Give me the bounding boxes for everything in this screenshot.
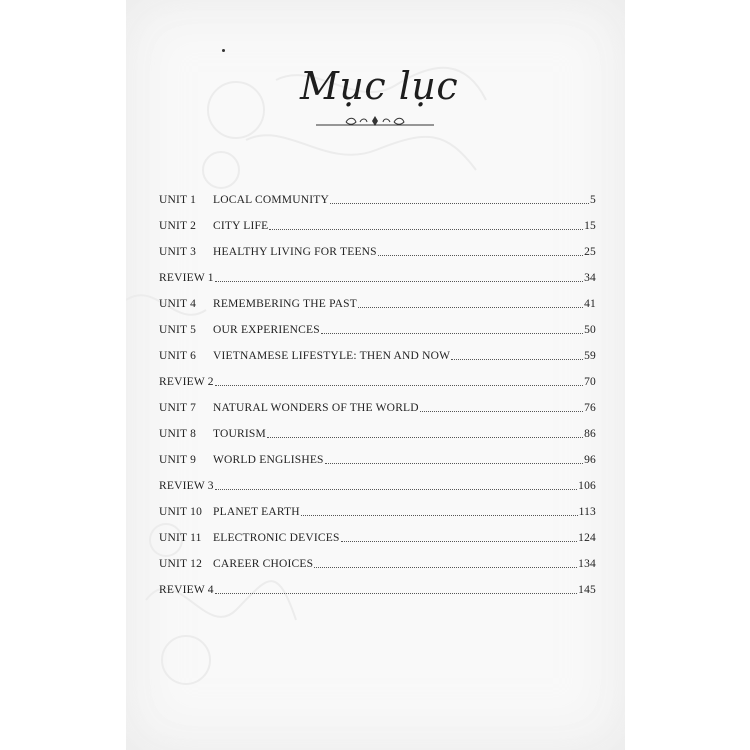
toc-unit-number: UNIT 4	[159, 298, 197, 310]
toc-page-number: 134	[578, 558, 596, 570]
toc-entry[interactable]	[159, 518, 596, 544]
toc-entry[interactable]	[159, 414, 596, 440]
toc-unit-title: VIETNAMESE LIFESTYLE: THEN AND NOW	[213, 350, 451, 362]
toc-page-number: 76	[584, 402, 596, 414]
toc-entry[interactable]	[159, 570, 596, 596]
ornamental-divider-icon	[316, 114, 434, 130]
toc-review-label: REVIEW 1	[159, 272, 214, 284]
toc-review-label: REVIEW 3	[159, 480, 214, 492]
toc-review-label: REVIEW 2	[159, 376, 214, 388]
toc-page-number: 5	[590, 194, 596, 206]
dot-leader	[215, 488, 577, 490]
toc-unit-title: LOCAL COMMUNITY	[213, 194, 329, 206]
toc-unit-title: HEALTHY LIVING FOR TEENS	[213, 246, 377, 258]
toc-review-label: REVIEW 4	[159, 584, 214, 596]
toc-entry[interactable]	[159, 440, 596, 466]
toc-page-number: 70	[584, 376, 596, 388]
dot-leader	[341, 540, 578, 542]
toc-unit-number: UNIT 1	[159, 194, 197, 206]
toc-unit-title: REMEMBERING THE PAST	[213, 298, 357, 310]
toc-entry[interactable]	[159, 336, 596, 362]
toc-entry[interactable]	[159, 310, 596, 336]
toc-unit-title: ELECTRONIC DEVICES	[213, 532, 340, 544]
toc-entry[interactable]	[159, 206, 596, 232]
dot-leader	[314, 566, 577, 568]
toc-entry[interactable]	[159, 180, 596, 206]
toc-unit-title: OUR EXPERIENCES	[213, 324, 320, 336]
toc-page-number: 96	[584, 454, 596, 466]
toc-unit-title: CITY LIFE	[213, 220, 269, 232]
toc-unit-number: UNIT 10	[159, 506, 203, 518]
toc-unit-number: UNIT 12	[159, 558, 203, 570]
toc-unit-number: UNIT 5	[159, 324, 197, 336]
dot-leader	[267, 436, 583, 438]
dot-leader	[330, 202, 589, 204]
toc-page-number: 86	[584, 428, 596, 440]
toc-entry[interactable]	[159, 284, 596, 310]
dot-leader	[358, 306, 583, 308]
dot-leader	[215, 384, 583, 386]
toc-page-number: 59	[584, 350, 596, 362]
dot-leader	[378, 254, 583, 256]
dot-leader	[321, 332, 583, 334]
toc-unit-number: UNIT 2	[159, 220, 197, 232]
dot-leader	[215, 592, 577, 594]
toc-unit-title: WORLD ENGLISHES	[213, 454, 324, 466]
toc-entry[interactable]	[159, 544, 596, 570]
dot-leader	[269, 228, 583, 230]
ink-dot	[222, 49, 225, 52]
dot-leader	[301, 514, 578, 516]
toc-page-number: 145	[578, 584, 596, 596]
dot-leader	[420, 410, 583, 412]
dot-leader	[451, 358, 583, 360]
toc-unit-number: UNIT 9	[159, 454, 197, 466]
toc-unit-number: UNIT 7	[159, 402, 197, 414]
dot-leader	[325, 462, 583, 464]
toc-entry[interactable]	[159, 466, 596, 492]
toc-unit-title: PLANET EARTH	[213, 506, 300, 518]
toc-unit-title: NATURAL WONDERS OF THE WORLD	[213, 402, 419, 414]
toc-unit-number: UNIT 11	[159, 532, 202, 544]
toc-entry[interactable]	[159, 232, 596, 258]
toc-unit-title: TOURISM	[213, 428, 266, 440]
toc-unit-number: UNIT 3	[159, 246, 197, 258]
toc-entry[interactable]	[159, 388, 596, 414]
toc-entry[interactable]	[159, 258, 596, 284]
dot-leader	[215, 280, 583, 282]
toc-page-number: 50	[584, 324, 596, 336]
toc-page-number: 124	[578, 532, 596, 544]
toc-entry[interactable]	[159, 492, 596, 518]
toc-page-number: 113	[578, 506, 596, 518]
toc-page-number: 25	[584, 246, 596, 258]
toc-unit-number: UNIT 8	[159, 428, 197, 440]
toc-page-number: 15	[584, 220, 596, 232]
toc-entry[interactable]	[159, 362, 596, 388]
toc-page-number: 106	[578, 480, 596, 492]
page-title: Mục lục	[300, 64, 459, 108]
toc-page-number: 41	[584, 298, 596, 310]
toc-unit-title: CAREER CHOICES	[213, 558, 314, 570]
table-of-contents	[159, 180, 596, 596]
toc-page-number: 34	[584, 272, 596, 284]
toc-unit-number: UNIT 6	[159, 350, 197, 362]
